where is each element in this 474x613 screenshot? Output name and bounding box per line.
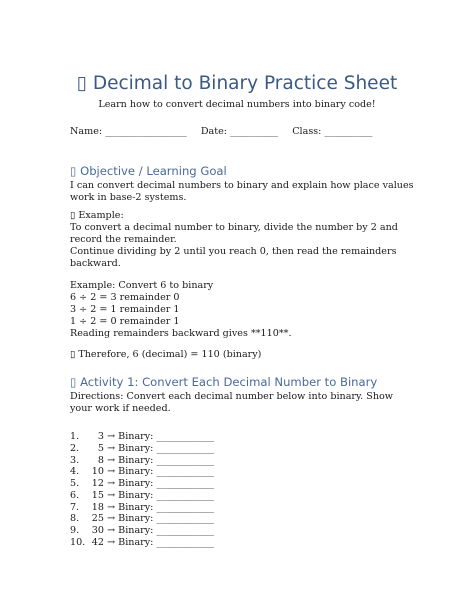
binary-label: → Binary:	[107, 478, 154, 489]
example-convert: Example: Convert 6 to binary	[70, 280, 214, 291]
item-number: 7.	[70, 501, 80, 513]
class-blank: __________	[324, 126, 373, 137]
answer-blank[interactable]: ____________	[156, 454, 215, 466]
class-label: Class:	[292, 126, 322, 137]
list-item	[70, 455, 214, 467]
example-therefore: ▯ Therefore, 6 (decimal) = 110 (binary)	[70, 349, 262, 360]
list-item	[70, 431, 214, 443]
activity-directions: Directions: Convert each decimal number below into binary. Show your work if needed.	[70, 391, 393, 414]
item-number: 1.	[70, 431, 80, 442]
answer-blank[interactable]: ____________	[156, 442, 215, 454]
page-subtitle: Learn how to convert decimal numbers into binary code!	[98, 99, 376, 110]
list-item	[70, 478, 214, 490]
item-decimal: 15	[91, 489, 104, 501]
list-item	[70, 466, 214, 478]
example-intro: To convert a decimal number to binary, divide the number by 2 and record the remainder.	[70, 222, 398, 245]
item-number: 6.	[70, 489, 80, 501]
binary-label: → Binary:	[107, 501, 154, 513]
answer-blank[interactable]: ____________	[156, 489, 215, 501]
page-title: ▯ Decimal to Binary Practice Sheet	[76, 73, 398, 94]
example-step-3: 1 ÷ 2 = 0 remainder 1	[70, 316, 180, 327]
item-decimal: 10	[91, 466, 104, 478]
binary-label: → Binary:	[107, 431, 154, 442]
activity-heading: ▯ Activity 1: Convert Each Decimal Number to Binary	[70, 375, 378, 389]
item-decimal: 18	[91, 501, 104, 513]
list-item	[70, 443, 214, 455]
item-decimal: 8	[97, 454, 104, 466]
item-decimal: 25	[91, 513, 104, 525]
item-number: 3.	[70, 454, 80, 466]
item-decimal: 30	[91, 525, 104, 536]
list-item	[70, 537, 214, 549]
item-number: 4.	[70, 466, 80, 478]
objective-heading: ▯ Objective / Learning Goal	[70, 164, 227, 178]
item-decimal: 5	[97, 442, 104, 454]
answer-blank[interactable]: ____________	[156, 478, 215, 489]
example-continue: Continue dividing by 2 until you reach 0, then read the remainders backward.	[70, 246, 397, 269]
item-number: 2.	[70, 442, 80, 454]
answer-blank[interactable]: ____________	[156, 431, 215, 442]
list-item	[70, 490, 214, 502]
date-label: Date:	[200, 126, 228, 137]
answer-blank[interactable]: ____________	[156, 536, 215, 548]
example-label: ▯ Example:	[70, 210, 124, 221]
example-reading: Reading remainders backward gives **110**.	[70, 328, 292, 339]
item-decimal: 3	[97, 431, 104, 442]
item-number: 5.	[70, 478, 80, 489]
binary-label: → Binary:	[107, 525, 154, 536]
answer-blank[interactable]: ____________	[156, 501, 215, 513]
item-decimal: 42	[91, 536, 104, 548]
answer-blank[interactable]: ____________	[156, 513, 215, 525]
answer-blank[interactable]: ____________	[156, 525, 215, 536]
binary-label: → Binary:	[107, 489, 154, 501]
name-blank: _________________	[105, 126, 187, 137]
item-number: 10.	[70, 536, 86, 548]
item-number: 9.	[70, 525, 80, 536]
name-label: Name:	[70, 126, 103, 137]
example-step-2: 3 ÷ 2 = 1 remainder 1	[70, 304, 180, 315]
student-info-line	[70, 126, 372, 137]
binary-label: → Binary:	[107, 536, 154, 548]
item-number: 8.	[70, 513, 80, 525]
binary-label: → Binary:	[107, 442, 154, 454]
objective-text: I can convert decimal numbers to binary and explain how place values work in base-2 systems.	[70, 180, 414, 203]
example-step-1: 6 ÷ 2 = 3 remainder 0	[70, 292, 180, 303]
list-item	[70, 525, 214, 537]
list-item	[70, 502, 214, 514]
binary-label: → Binary:	[107, 466, 154, 478]
list-item	[70, 513, 214, 525]
binary-label: → Binary:	[107, 454, 154, 466]
item-decimal: 12	[91, 478, 104, 489]
date-blank: __________	[230, 126, 279, 137]
answer-blank[interactable]: ____________	[156, 466, 215, 478]
binary-label: → Binary:	[107, 513, 154, 525]
conversion-list	[70, 431, 214, 549]
